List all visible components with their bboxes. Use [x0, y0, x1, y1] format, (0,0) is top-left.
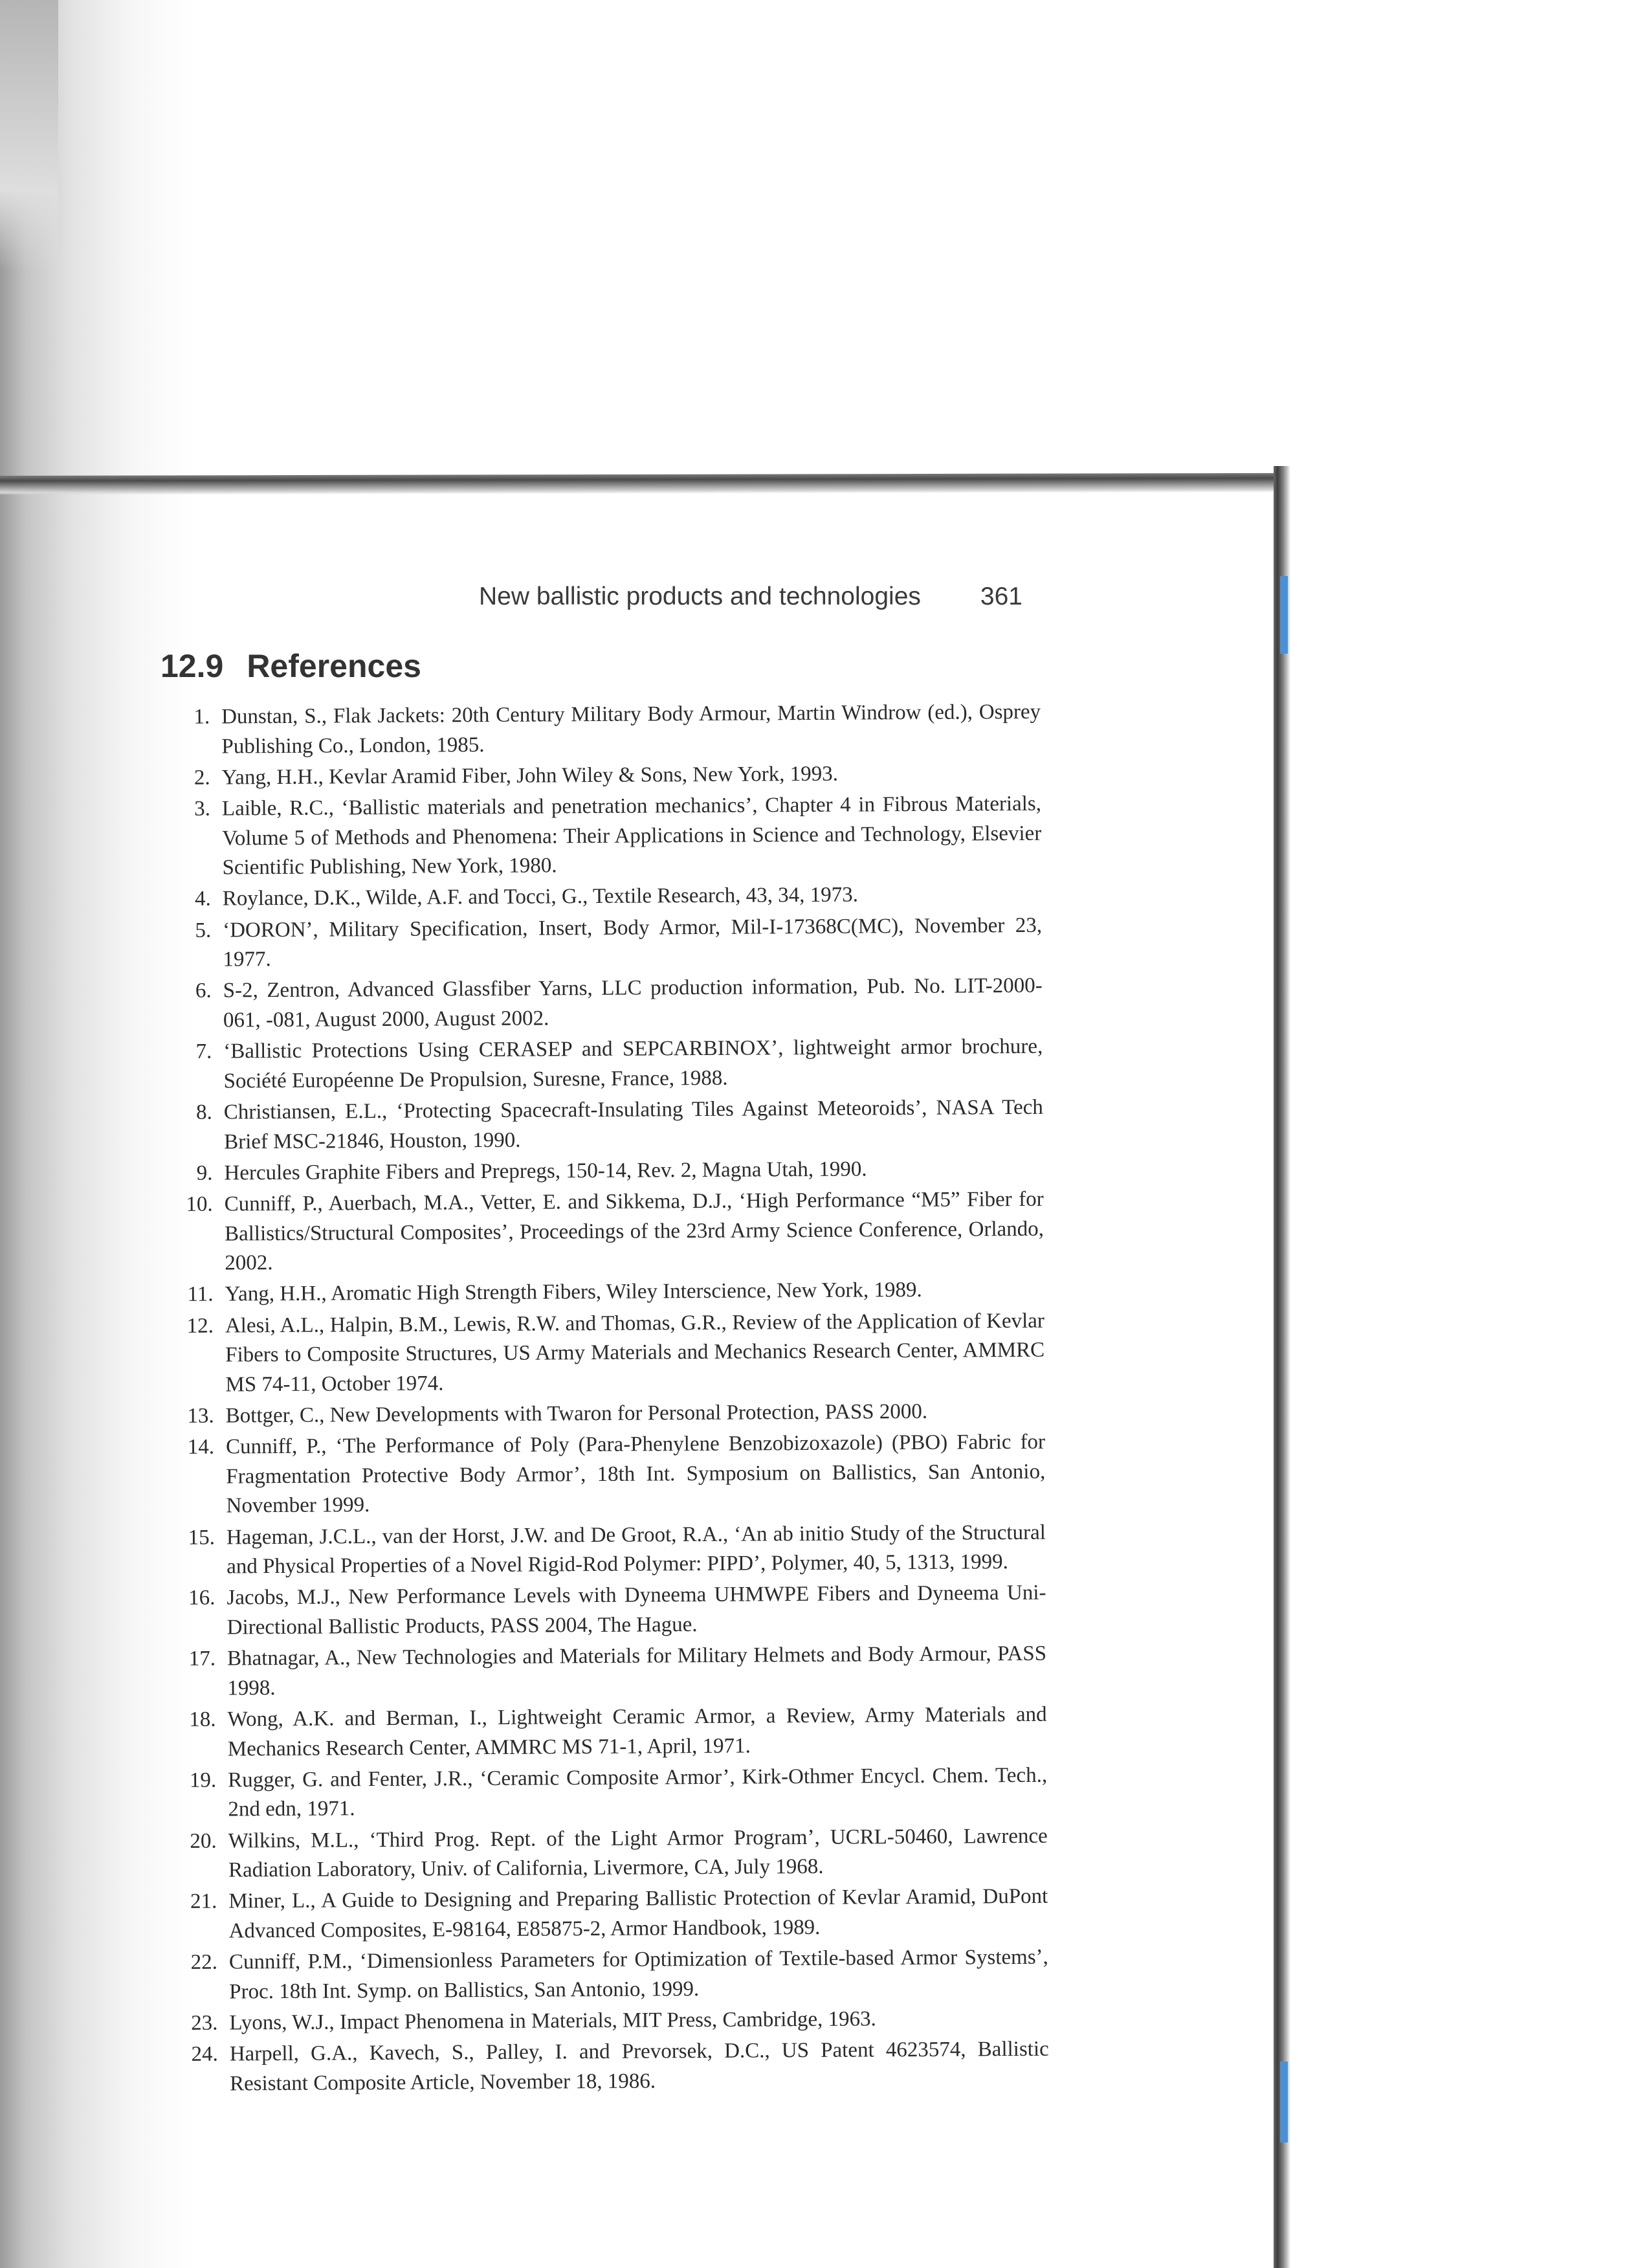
reference-item [178, 2035, 1050, 2099]
reference-number: 6. [195, 979, 212, 1003]
reference-number: 7. [195, 1040, 212, 1064]
reference-text: Hercules Graphite Fibers and Prepregs, 150-14, Rev. 2, Magna Utah, 1990. [224, 1157, 867, 1185]
reference-text: Cunniff, P.M., ‘Dimensionless Parameters for Optimization of Textile-based Armor Systems’, Proc. 18th Int. Symp. on Ballistics, San Antonio, 1999. [228, 1945, 1048, 2004]
reference-number: 17. [188, 1647, 216, 1671]
reference-item [171, 1032, 1043, 1096]
reference-text: Cunniff, P., Auerbach, M.A., Vetter, E. and Sikkema, D.J., ‘High Performance “M5” Fiber for Ballistics/Structural Composites’, Proceedings of the 23rd Army Science Conference, Orlando, 2002. [224, 1187, 1045, 1275]
reference-text: Lyons, W.J., Impact Phenomena in Materials, MIT Press, Cambridge, 1963. [229, 2007, 876, 2035]
binding-gutter-shadow [0, 0, 194, 2268]
reference-number: 11. [187, 1283, 214, 1307]
reference-number: 15. [188, 1526, 215, 1550]
reference-text: Roylance, D.K., Wilde, A.F. and Tocci, G., Textile Research, 43, 34, 1973. [222, 883, 859, 911]
reference-number: 10. [186, 1192, 213, 1217]
reference-text: Bottger, C., New Developments with Twaron for Personal Protection, PASS 2000. [225, 1399, 928, 1428]
reference-number: 18. [189, 1707, 216, 1731]
reference-number: 5. [195, 918, 212, 942]
reference-item [173, 1275, 1044, 1310]
running-head-title: New ballistic products and technologies [479, 583, 921, 610]
reference-item [170, 698, 1041, 762]
reference-number: 4. [194, 887, 211, 911]
reference-item [175, 1640, 1047, 1704]
reference-item [177, 2004, 1048, 2039]
scan-shadow [0, 0, 58, 272]
section-title: References [247, 648, 421, 684]
reference-text: ‘Ballistic Protections Using CERASEP and SEPCARBINOX’, lightweight armor brochure, Société Européenne De Propulsion, Suresne, France, 1988. [223, 1035, 1043, 1093]
reference-item [177, 1943, 1049, 2007]
reference-text: Yang, H.H., Aromatic High Strength Fibers, Wiley Interscience, New York, 1989. [225, 1278, 922, 1306]
reference-text: Christiansen, E.L., ‘Protecting Spacecraft-Insulating Tiles Against Meteoroids’, NASA Tech Brief MSC-21846, Houston, 1990. [223, 1095, 1043, 1154]
reference-text: Hageman, J.C.L., van der Horst, J.W. and De Groot, R.A., ‘An ab initio Study of the Structural and Physical Properties of a Novel Rigid-Rod Polymer: PIPD’, Polymer, 40, 5, 1313, 1999. [226, 1520, 1046, 1579]
reference-item [170, 759, 1041, 794]
reference-number: 23. [191, 2011, 218, 2035]
reference-item [175, 1579, 1046, 1643]
reference-number: 24. [191, 2042, 218, 2067]
reference-text: Wilkins, M.L., ‘Third Prog. Rept. of the Light Armor Program’, UCRL-50460, Lawrence Radiation Laboratory, Univ. of California, Livermore, CA, July 1968. [228, 1824, 1048, 1882]
reference-item [171, 880, 1042, 915]
reference-item [173, 1185, 1045, 1279]
reference-item [175, 1518, 1046, 1582]
reference-number: 9. [196, 1161, 213, 1185]
reference-text: Miner, L., A Guide to Designing and Preparing Ballistic Protection of Kevlar Aramid, DuPont Advanced Composites, E-98164, E85875-2, Armor Handbook, 1989. [228, 1885, 1048, 1943]
page-right-edge [1274, 466, 1290, 2268]
reference-text: Wong, A.K. and Berman, I., Lightweight Ceramic Armor, a Review, Army Materials and Mechanics Research Center, AMMRC MS 71-1, April, 1971. [227, 1702, 1047, 1761]
reference-text: Jacobs, M.J., New Performance Levels with Dyneema UHMWPE Fibers and Dyneema Uni-Directional Ballistic Products, PASS 2004, The Hague. [227, 1581, 1046, 1640]
section-number: 12.9 [160, 648, 224, 684]
reference-text: Alesi, A.L., Halpin, B.M., Lewis, R.W. and Thomas, G.R., Review of the Application of Kevlar Fibers to Composite Structures, US Army Materials and Mechanics Research Center, AMMRC MS 74-11, October 1974. [225, 1309, 1045, 1397]
reference-number: 13. [187, 1404, 214, 1428]
reference-number: 1. [193, 705, 210, 729]
section-heading [160, 647, 421, 685]
reference-item [174, 1428, 1046, 1522]
reference-number: 22. [190, 1950, 217, 1975]
reference-item [176, 1761, 1048, 1825]
reference-item [177, 1882, 1048, 1946]
reference-item [170, 790, 1042, 884]
reference-number: 3. [194, 797, 211, 821]
page-number: 361 [980, 583, 1022, 610]
reference-item [171, 972, 1043, 1036]
edge-marker-bottom [1280, 2062, 1288, 2142]
reference-number: 2. [193, 766, 210, 790]
reference-item [174, 1397, 1045, 1432]
reference-number: 12. [186, 1314, 214, 1338]
reference-number: 21. [190, 1890, 217, 1914]
reference-text: Rugger, G. and Fenter, J.R., ‘Ceramic Composite Armor’, Kirk-Othmer Encycl. Chem. Tech., 2nd edn, 1971. [228, 1763, 1048, 1821]
reference-item [171, 911, 1043, 975]
reference-number: 19. [189, 1768, 217, 1792]
reference-text: ‘DORON’, Military Specification, Insert, Body Armor, Mil-I-17368C(MC), November 23, 1977. [223, 913, 1043, 972]
reference-number: 8. [196, 1100, 212, 1124]
reference-text: Dunstan, S., Flak Jackets: 20th Century Military Body Armour, Martin Windrow (ed.), Osprey Publishing Co., London, 1985. [221, 700, 1041, 759]
reference-number: 20. [190, 1829, 217, 1853]
reference-item [172, 1154, 1043, 1189]
reference-number: 16. [188, 1586, 216, 1610]
reference-text: Cunniff, P., ‘The Performance of Poly (Para-Phenylene Benzobizoxazole) (PBO) Fabric for Fragmentation Protective Body Armor’, 18th Int. Symposium on Ballistics, San Antonio, November 1999. [225, 1430, 1046, 1518]
reference-text: Bhatnagar, A., New Technologies and Materials for Military Helmets and Body Armour, PASS 1998. [227, 1642, 1047, 1700]
reference-item [175, 1700, 1047, 1764]
reference-text: Laible, R.C., ‘Ballistic materials and penetration mechanics’, Chapter 4 in Fibrous Materials, Volume 5 of Methods and Phenomena: Their Applications in Science and Technology, Elsevier Scientific Publishing, New York, 1980. [221, 792, 1042, 880]
page-top-edge [0, 473, 1288, 495]
running-head [479, 583, 1022, 611]
edge-marker-top [1280, 576, 1288, 654]
reference-item [177, 1821, 1048, 1885]
reference-item [173, 1307, 1045, 1401]
reference-list [170, 698, 1049, 2101]
reference-item [172, 1093, 1044, 1157]
reference-text: S-2, Zentron, Advanced Glassfiber Yarns, LLC production information, Pub. No. LIT-2000-061, -081, August 2000, August 2002. [223, 974, 1043, 1032]
reference-text: Harpell, G.A., Kavech, S., Palley, I. and Prevorsek, D.C., US Patent 4623574, Ballistic Resistant Composite Article, November 18, 1986. [229, 2038, 1049, 2096]
reference-number: 14. [187, 1435, 215, 1460]
reference-text: Yang, H.H., Kevlar Aramid Fiber, John Wiley & Sons, New York, 1993. [221, 762, 839, 790]
